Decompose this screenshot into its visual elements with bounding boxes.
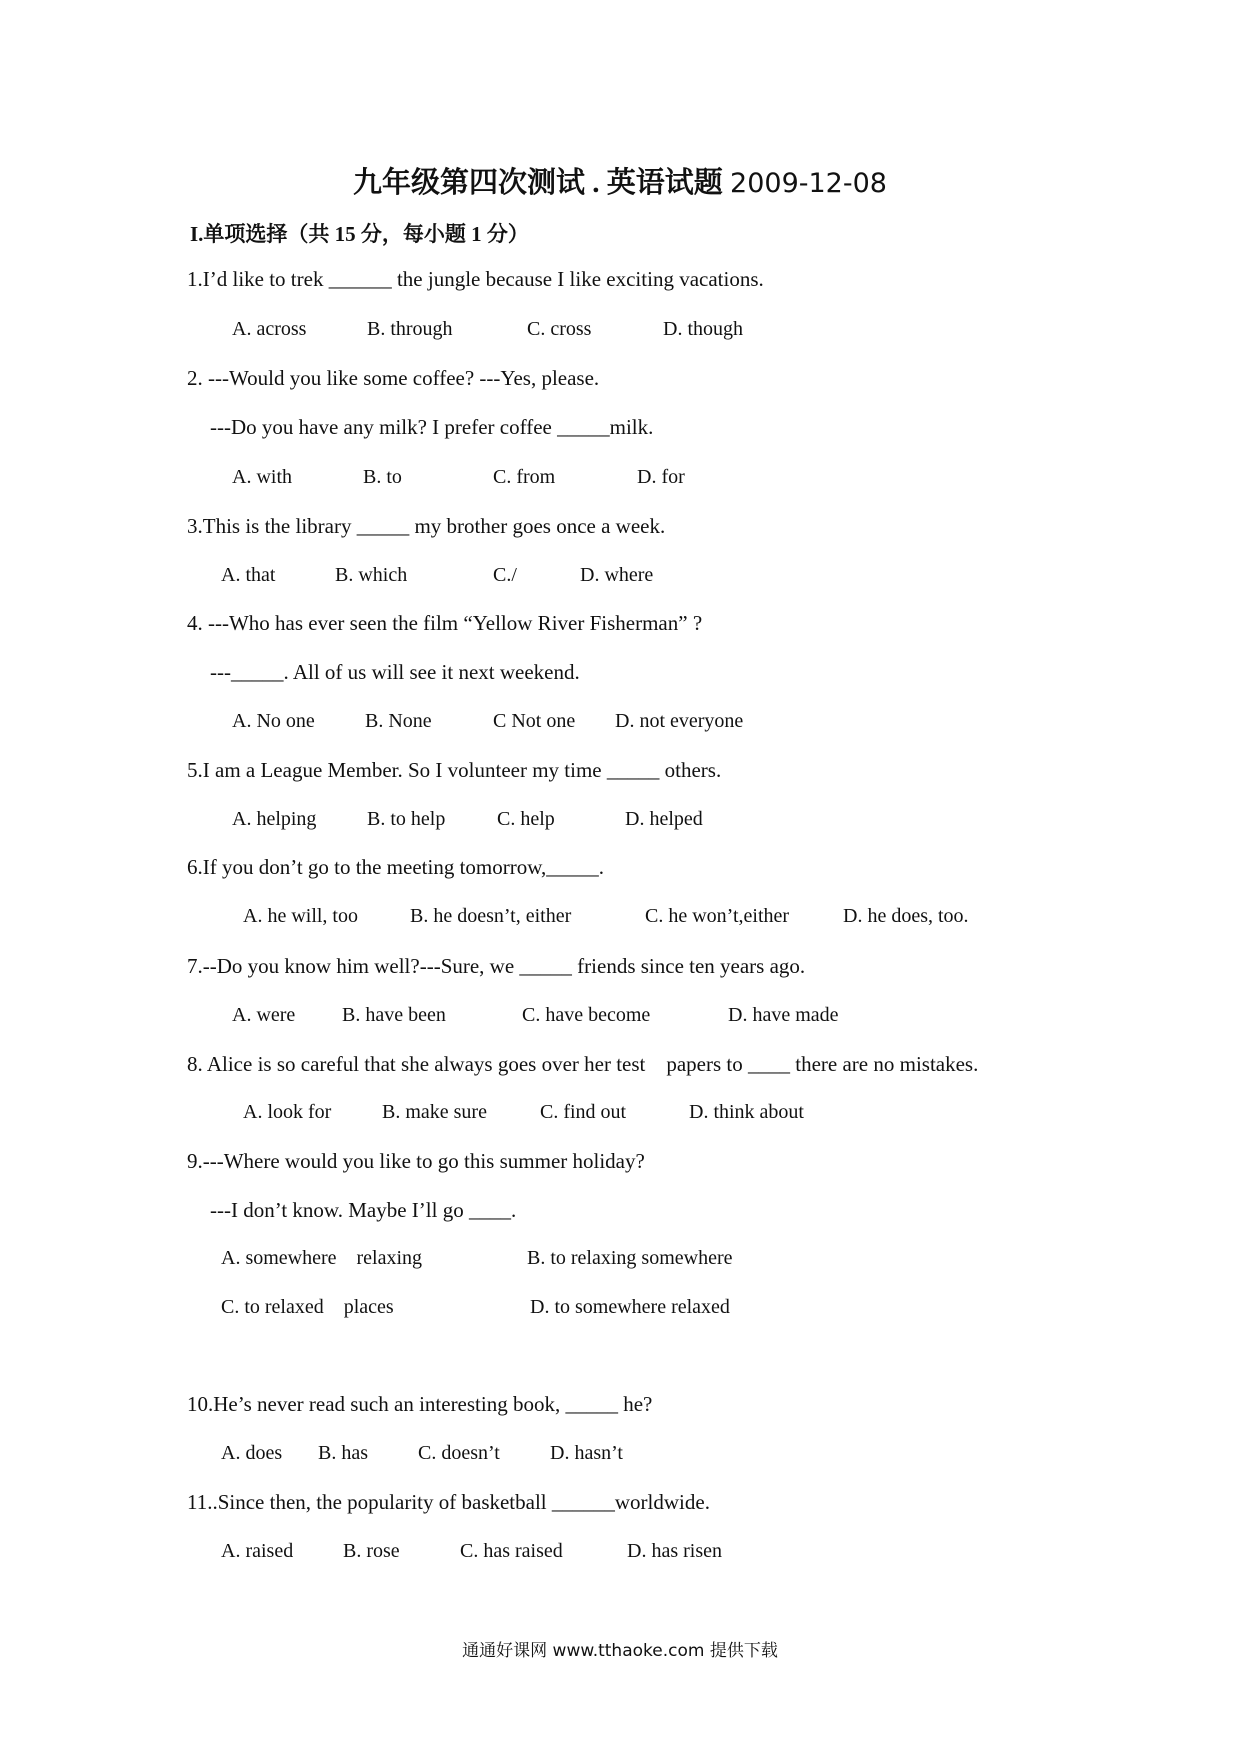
question-stem: 7.--Do you know him well?---Sure, we _____ friends since ten years ago.: [187, 954, 806, 978]
page-title: [0, 160, 1240, 201]
option: C. find out: [540, 1101, 627, 1123]
option: D. for: [637, 466, 685, 488]
option: B. to relaxing somewhere: [527, 1247, 733, 1269]
question-stem: 4. ---Who has ever seen the film “Yellow River Fisherman” ?: [187, 611, 703, 635]
option: A. helping: [232, 808, 317, 830]
option: C. to relaxed places: [221, 1296, 394, 1318]
page-title-date: 2009-12-08: [730, 168, 887, 199]
question-stem: ---_____. All of us will see it next weekend.: [210, 660, 580, 684]
option: A. that: [221, 564, 276, 586]
option: A. were: [232, 1004, 296, 1026]
option: A. somewhere relaxing: [221, 1247, 423, 1269]
option: D. where: [580, 564, 654, 586]
section-heading: I.单项选择（共 15 分，每小题 1 分）: [190, 222, 529, 246]
option: B. make sure: [382, 1101, 487, 1123]
question-stem: 10.He’s never read such an interesting book, _____ he?: [187, 1392, 653, 1416]
option: C. doesn’t: [418, 1442, 500, 1464]
option: C./: [493, 564, 517, 586]
option: D. he does, too.: [843, 905, 969, 927]
question-stem: 1.I’d like to trek ______ the jungle because I like exciting vacations.: [187, 267, 764, 291]
option: D. think about: [689, 1101, 804, 1123]
option: B. rose: [343, 1540, 400, 1562]
option: D. not everyone: [615, 710, 744, 732]
option: C Not one: [493, 710, 576, 732]
option: D. has risen: [627, 1540, 722, 1562]
option: D. though: [663, 318, 743, 340]
option: B. None: [365, 710, 432, 732]
option: B. through: [367, 318, 453, 340]
option: D. hasn’t: [550, 1442, 623, 1464]
question-stem: 5.I am a League Member. So I volunteer my time _____ others.: [187, 758, 722, 782]
page-footer: 通通好课网 www.tthaoke.com 提供下载: [462, 1641, 778, 1661]
option: C. cross: [527, 318, 592, 340]
question-stem: 6.If you don’t go to the meeting tomorrow,_____.: [187, 855, 605, 879]
option: A. across: [232, 318, 307, 340]
option: A. raised: [221, 1540, 294, 1562]
option: A. does: [221, 1442, 283, 1464]
question-stem: 9.---Where would you like to go this summer holiday?: [187, 1149, 645, 1173]
option: C. from: [493, 466, 556, 488]
question-stem: 2. ---Would you like some coffee? ---Yes, please.: [187, 366, 600, 390]
option: A. with: [232, 466, 292, 488]
option: D. to somewhere relaxed: [530, 1296, 730, 1318]
question-stem: 3.This is the library _____ my brother goes once a week.: [187, 514, 666, 538]
page-title-main: 九年级第四次测试 . 英语试题: [353, 167, 723, 199]
option: C. have become: [522, 1004, 651, 1026]
option: C. has raised: [460, 1540, 563, 1562]
option: D. have made: [728, 1004, 839, 1026]
option: B. which: [335, 564, 408, 586]
option: C. help: [497, 808, 555, 830]
option: B. he doesn’t, either: [410, 905, 572, 927]
question-stem: ---I don’t know. Maybe I’ll go ____.: [210, 1198, 517, 1222]
option: C. he won’t,either: [645, 905, 790, 927]
question-stem: ---Do you have any milk? I prefer coffee _____milk.: [210, 415, 654, 439]
question-stem: 8. Alice is so careful that she always goes over her test papers to ____ there are no mistakes.: [187, 1052, 979, 1076]
question-stem: 11..Since then, the popularity of basketball ______worldwide.: [187, 1490, 710, 1514]
option: B. to: [363, 466, 402, 488]
option: B. to help: [367, 808, 446, 830]
option: A. No one: [232, 710, 315, 732]
option: B. has: [318, 1442, 368, 1464]
option: B. have been: [342, 1004, 446, 1026]
option: D. helped: [625, 808, 703, 830]
option: A. look for: [243, 1101, 332, 1123]
option: A. he will, too: [243, 905, 358, 927]
